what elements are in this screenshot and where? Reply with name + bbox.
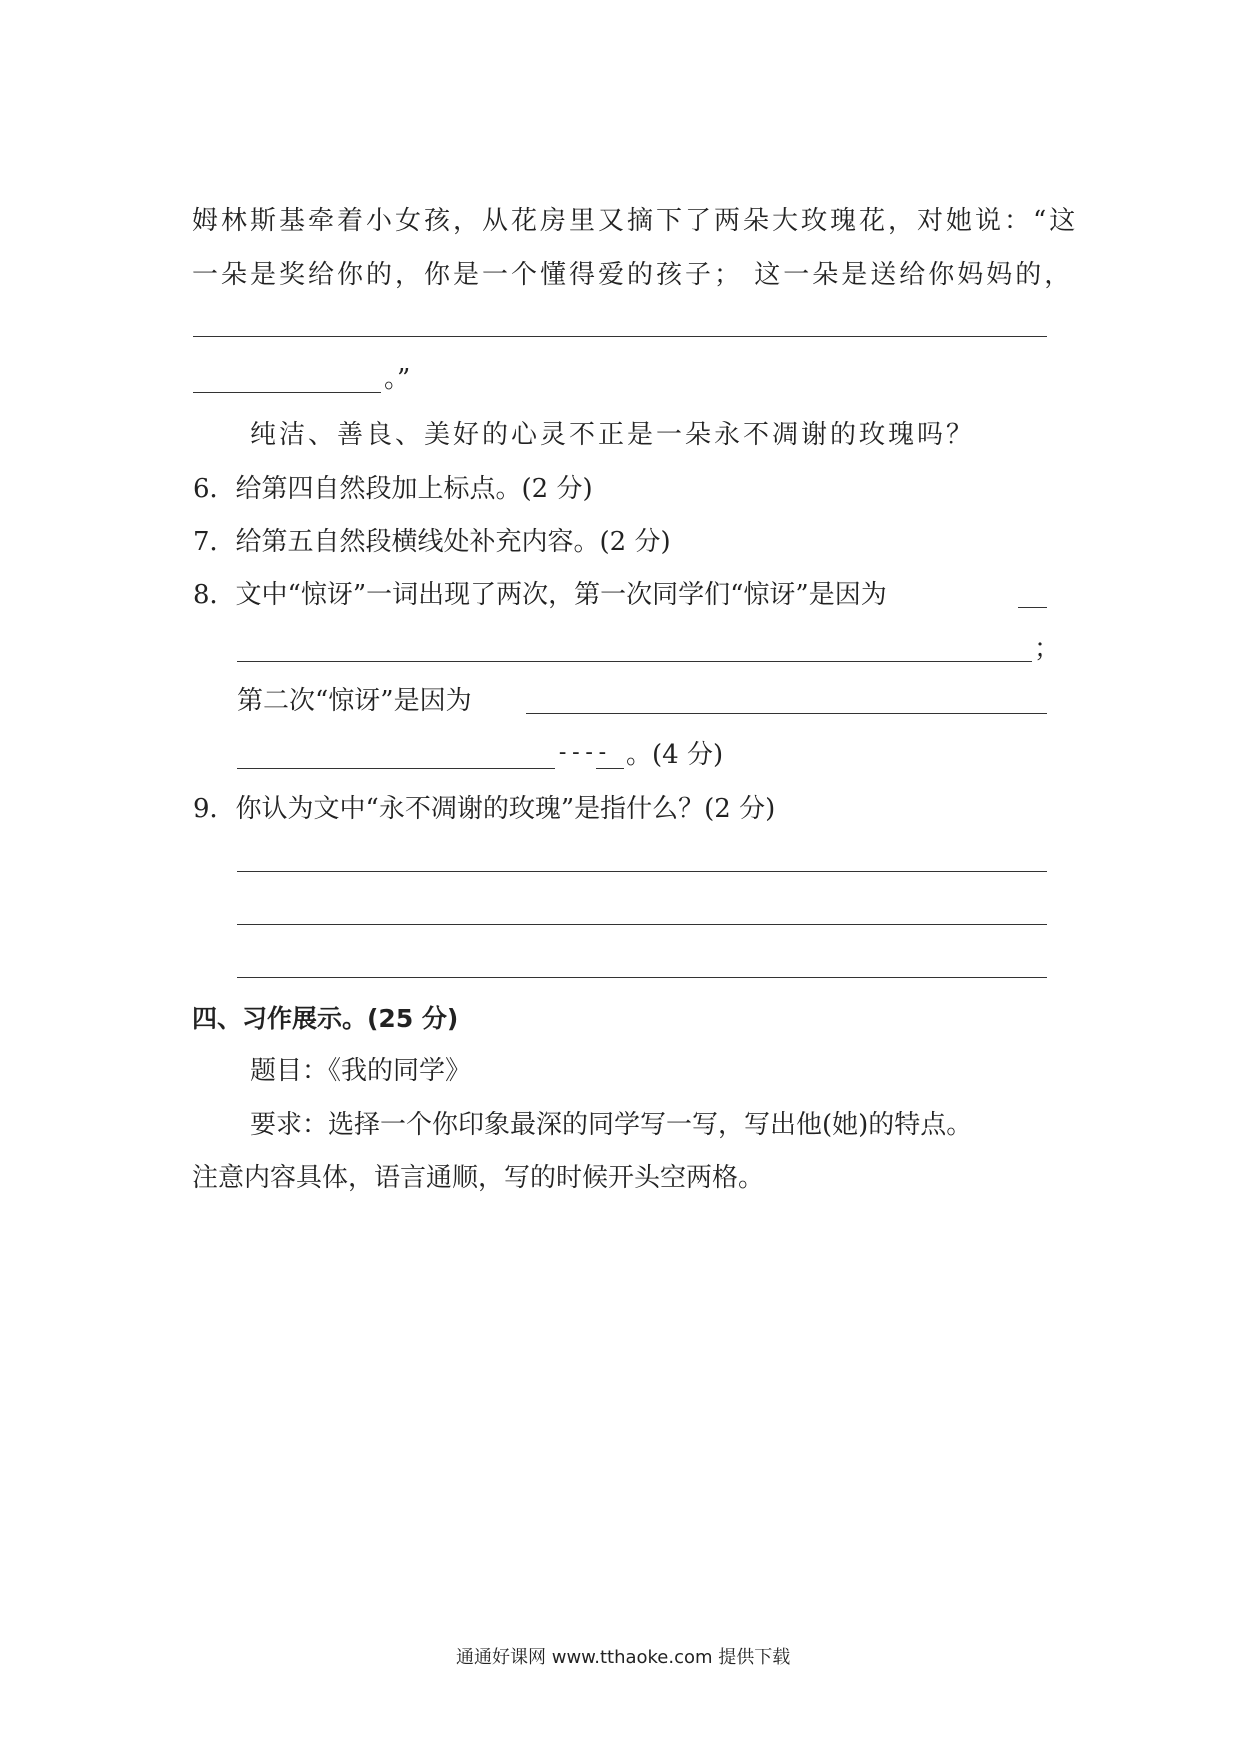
answer-blank-line[interactable]: [237, 661, 1032, 662]
answer-blank-line[interactable]: [237, 871, 1047, 872]
essay-requirements-2: 注意内容具体，语言通顺，写的时候开头空两格。: [192, 1163, 765, 1193]
passage-line-4: 纯洁、善良、美好的心灵不正是一朵永不凋谢的玫瑰吗？: [250, 420, 976, 450]
question-8-dashes: ----: [556, 740, 609, 765]
question-8: 8．文中“惊讶”一词出现了两次，第一次同学们“惊讶”是因为: [193, 580, 887, 610]
question-6: 6．给第四自然段加上标点。(2 分): [193, 474, 593, 504]
question-9: 9．你认为文中“永不凋谢的玫瑰”是指什么？(2 分): [193, 794, 776, 824]
passage-line-3-end: 。”: [384, 364, 411, 394]
question-8-second: 第二次“惊讶”是因为: [237, 686, 472, 716]
fill-blank-line[interactable]: [193, 336, 1047, 337]
passage-line-1: 姆林斯基牵着小女孩，从花房里又摘下了两朵大玫瑰花，对她说：“这: [192, 206, 1079, 236]
fill-blank-line[interactable]: [193, 392, 381, 393]
answer-blank-line[interactable]: [237, 977, 1047, 978]
footer-credit: 通通好课网 www.tthaoke.com 提供下载: [456, 1647, 791, 1668]
passage-line-2: 一朵是奖给你的，你是一个懂得爱的孩子； 这一朵是送给你妈妈的，: [192, 260, 1074, 290]
answer-blank-line[interactable]: [596, 768, 624, 769]
essay-requirements-1: 要求：选择一个你印象最深的同学写一写，写出他(她)的特点。: [250, 1110, 973, 1140]
question-8-semicolon: ；: [1034, 634, 1061, 664]
question-7: 7．给第五自然段横线处补充内容。(2 分): [193, 527, 671, 557]
essay-title: 题目：《我的同学》: [250, 1056, 472, 1086]
answer-blank-line[interactable]: [237, 924, 1047, 925]
answer-blank-line[interactable]: [1018, 607, 1047, 608]
answer-blank-line[interactable]: [526, 713, 1047, 714]
section-4-heading: 四、习作展示。(25 分): [192, 1004, 459, 1033]
question-8-end: 。(4 分): [626, 740, 724, 770]
answer-blank-line[interactable]: [237, 768, 555, 769]
